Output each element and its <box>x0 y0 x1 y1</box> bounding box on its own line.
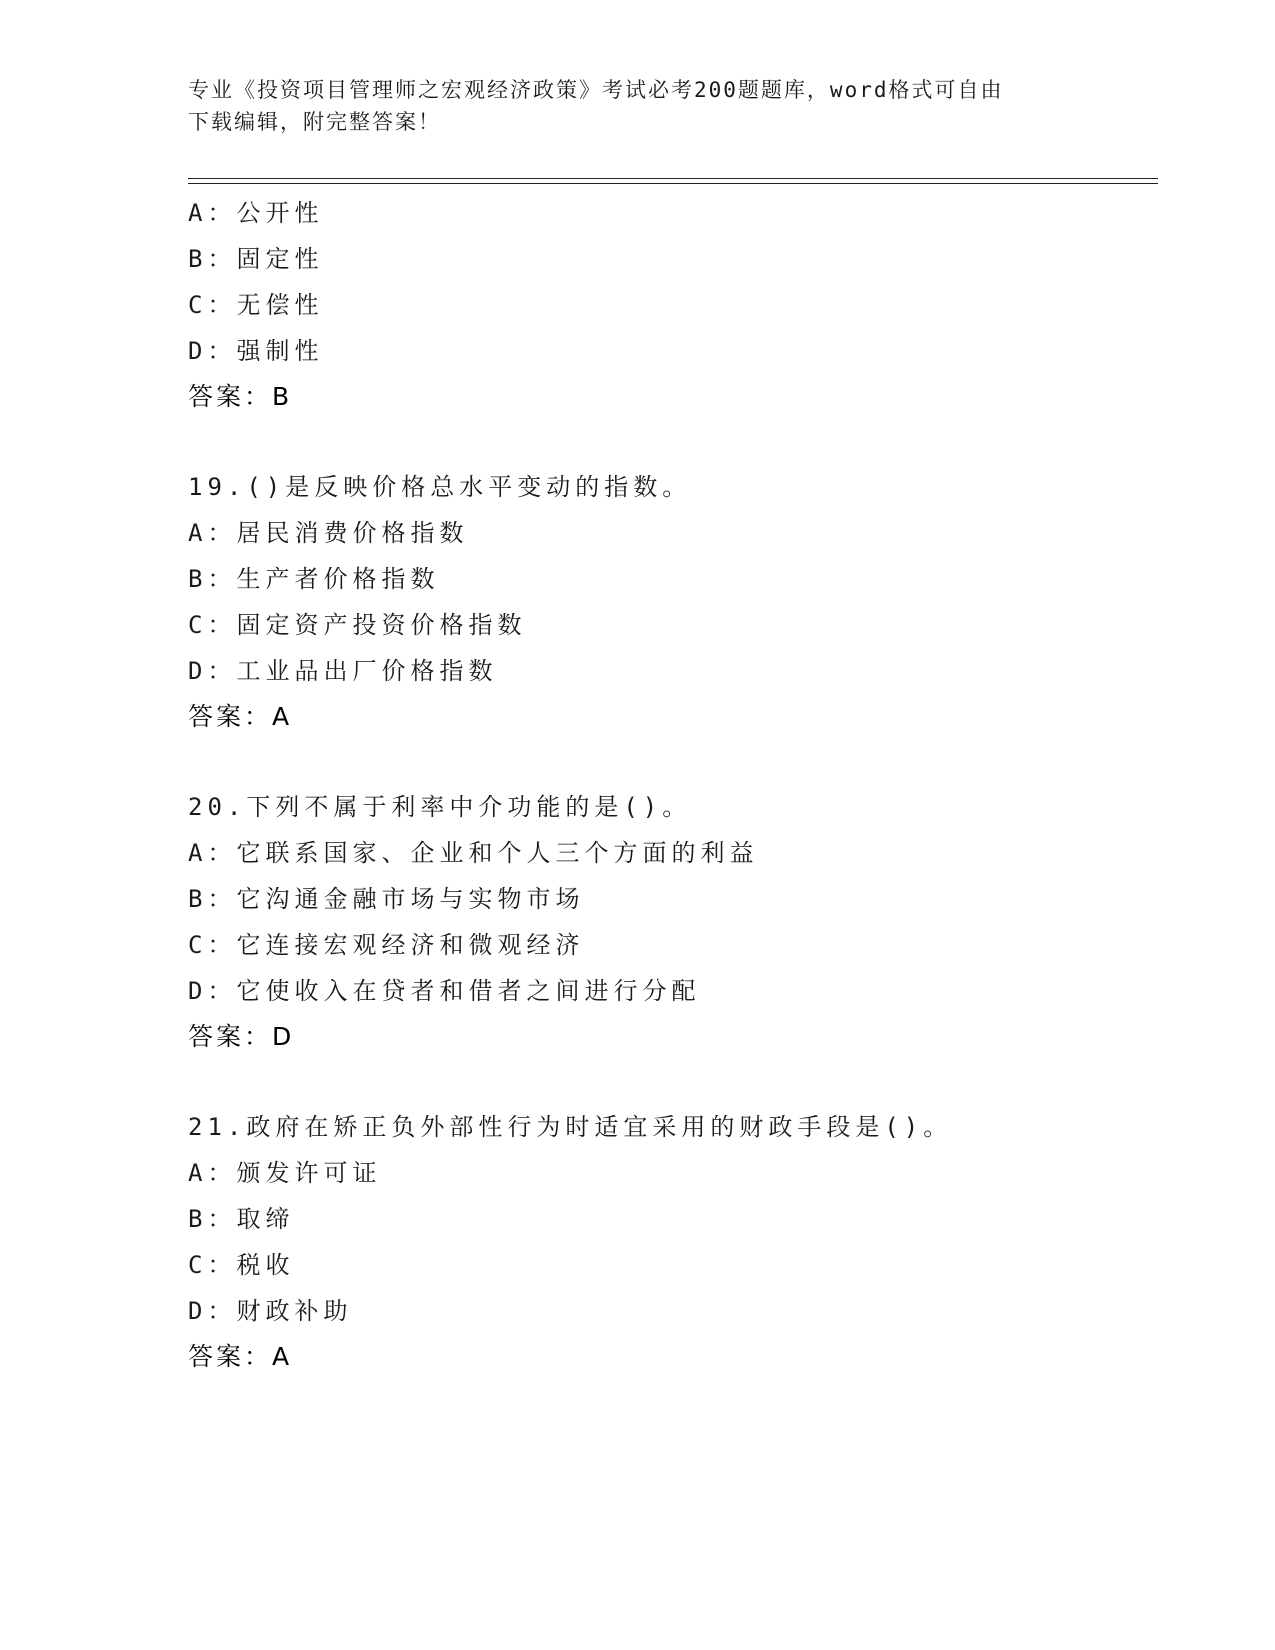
question-block <box>188 464 1168 740</box>
question-text: 20.下列不属于利率中介功能的是()。 <box>188 793 692 821</box>
document-header <box>188 74 1088 138</box>
answer-line: 答案：A <box>188 702 293 731</box>
option-c: C：固定资产投资价格指数 <box>188 611 527 639</box>
option-a: A：颁发许可证 <box>188 1159 382 1187</box>
option-a: A：公开性 <box>188 199 324 227</box>
option-a: A：居民消费价格指数 <box>188 519 469 547</box>
answer-line: 答案：B <box>188 382 293 411</box>
header-line-1: 专业《投资项目管理师之宏观经济政策》考试必考200题题库，word格式可自由 <box>188 78 1004 102</box>
option-d: D：它使收入在贷者和借者之间进行分配 <box>188 977 701 1005</box>
option-c: C：它连接宏观经济和微观经济 <box>188 931 585 959</box>
block-spacer <box>188 420 1168 464</box>
question-text: 19.()是反映价格总水平变动的指数。 <box>188 473 692 501</box>
option-b: B：取缔 <box>188 1205 295 1233</box>
question-text: 21.政府在矫正负外部性行为时适宜采用的财政手段是()。 <box>188 1113 953 1141</box>
option-b: B：固定性 <box>188 245 324 273</box>
option-d: D：强制性 <box>188 337 324 365</box>
question-list <box>188 190 1168 1380</box>
option-b: B：生产者价格指数 <box>188 565 440 593</box>
option-d: D：工业品出厂价格指数 <box>188 657 498 685</box>
header-divider-top <box>188 178 1158 179</box>
header-line-2: 下载编辑，附完整答案！ <box>188 110 441 134</box>
answer-line: 答案：A <box>188 1342 293 1371</box>
question-block <box>188 1104 1168 1380</box>
option-c: C：无偿性 <box>188 291 324 319</box>
question-block <box>188 784 1168 1060</box>
answer-line: 答案：D <box>188 1022 295 1051</box>
option-b: B：它沟通金融市场与实物市场 <box>188 885 585 913</box>
option-d: D：财政补助 <box>188 1297 353 1325</box>
block-spacer <box>188 1060 1168 1104</box>
option-a: A：它联系国家、企业和个人三个方面的利益 <box>188 839 759 867</box>
question-block <box>188 190 1168 420</box>
option-c: C：税收 <box>188 1251 295 1279</box>
header-divider-bottom <box>188 183 1158 184</box>
block-spacer <box>188 740 1168 784</box>
